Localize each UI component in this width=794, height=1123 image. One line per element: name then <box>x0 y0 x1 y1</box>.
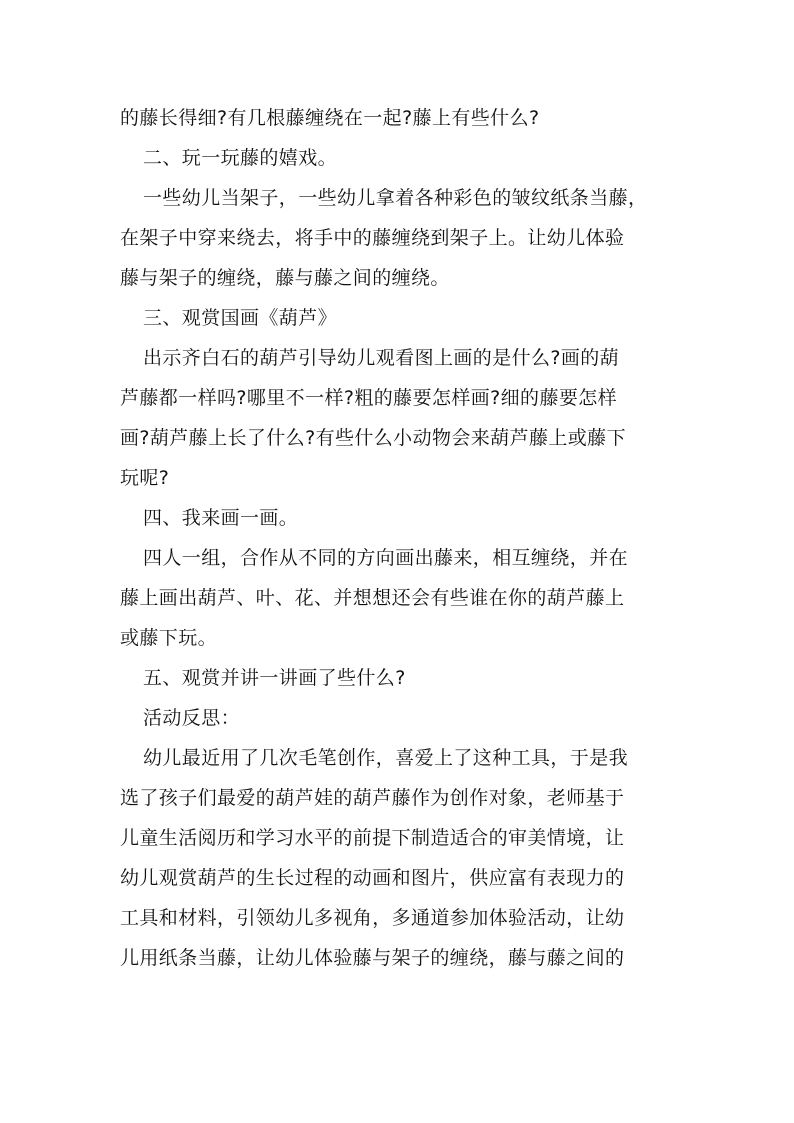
text-line-1: 的藤长得细?有几根藤缠绕在一起?藤上有些什么? <box>120 107 540 129</box>
section-heading-share: 五、观赏并讲一讲画了些什么? <box>143 667 406 689</box>
text-line-3: 一些幼儿当架子，一些幼儿拿着各种彩色的皱纹纸条当藤， <box>143 187 648 209</box>
text-line-21: 工具和材料，引领幼儿多视角，多通道参加体验活动，让幼 <box>120 907 625 929</box>
reflection-heading: 活动反思： <box>143 707 241 729</box>
text-line-13: 藤上画出葫芦、叶、花、并想想还会有些谁在你的葫芦藤上 <box>120 587 625 609</box>
section-heading-play: 二、玩一玩藤的嬉戏。 <box>143 147 338 169</box>
section-heading-draw: 四、我来画一画。 <box>143 507 299 529</box>
text-line-7: 出示齐白石的葫芦引导幼儿观看图上画的是什么?画的葫 <box>143 347 620 369</box>
text-line-5: 藤与架子的缠绕，藤与藤之间的缠绕。 <box>120 267 450 289</box>
text-line-18: 选了孩子们最爱的葫芦娃的葫芦藤作为创作对象，老师基于 <box>120 787 625 809</box>
document-body <box>120 98 680 978</box>
text-line-22: 儿用纸条当藤，让幼儿体验藤与架子的缠绕，藤与藤之间的 <box>120 947 625 969</box>
text-line-20: 幼儿观赏葫芦的生长过程的动画和图片，供应富有表现力的 <box>120 867 625 889</box>
text-line-19: 儿童生活阅历和学习水平的前提下制造适合的审美情境，让 <box>120 827 625 849</box>
text-line-8: 芦藤都一样吗?哪里不一样?粗的藤要怎样画?细的藤要怎样 <box>120 387 618 409</box>
section-heading-appreciate: 三、观赏国画《葫芦》 <box>143 307 338 329</box>
text-line-12: 四人一组，合作从不同的方向画出藤来，相互缠绕，并在 <box>143 547 629 569</box>
text-line-9: 画?葫芦藤上长了什么?有些什么小动物会来葫芦藤上或藤下 <box>120 427 626 449</box>
text-line-4: 在架子中穿来绕去，将手中的藤缠绕到架子上。让幼儿体验 <box>120 227 625 249</box>
text-line-17: 幼儿最近用了几次毛笔创作，喜爱上了这种工具，于是我 <box>143 747 629 769</box>
text-line-14: 或藤下玩。 <box>120 627 218 649</box>
text-line-10: 玩呢? <box>120 467 170 489</box>
